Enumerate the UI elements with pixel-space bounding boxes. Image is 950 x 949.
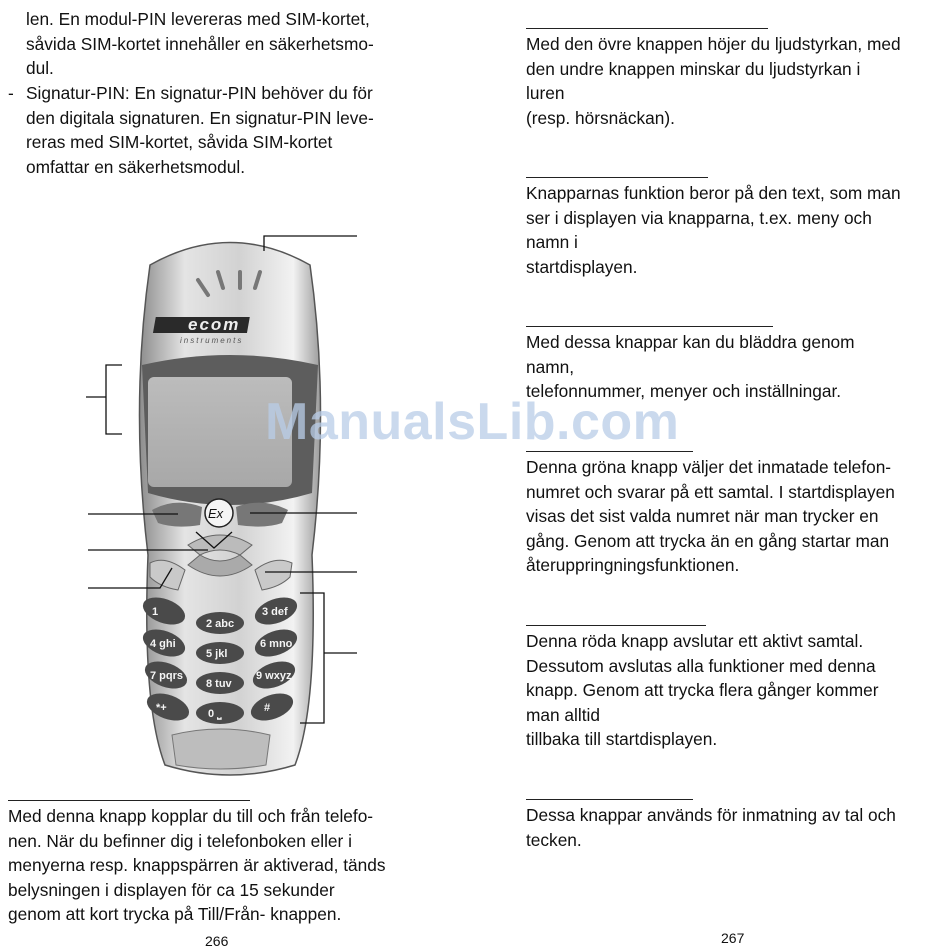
section-rule xyxy=(526,326,773,327)
section-2 xyxy=(526,181,946,279)
key-7: 7 pqrs xyxy=(150,670,184,682)
text-line: Dessutom avslutas alla funktioner med denna xyxy=(526,655,876,676)
bullet-marker: - xyxy=(8,83,14,103)
key-5: 5 jkl xyxy=(206,648,228,660)
key-star: *+ xyxy=(156,702,167,714)
text-line: man alltid xyxy=(526,704,600,725)
text-line: reras med SIM-kortet, såvida SIM-kortet xyxy=(26,132,333,153)
text-line: återuppringningsfunktionen. xyxy=(526,555,740,576)
key-2: 2 abc xyxy=(206,618,235,630)
section-rule xyxy=(526,28,768,29)
text-line: visas det sist valda numret när man trycker en xyxy=(526,506,879,527)
key-4: 4 ghi xyxy=(150,638,176,650)
ex-mark: Ex xyxy=(208,506,224,521)
phone-illustration xyxy=(80,225,380,785)
text-line: namn i xyxy=(526,232,578,253)
text-line: len. En modul-PIN levereras med SIM-kortet, xyxy=(26,9,370,29)
key-hash: # xyxy=(264,702,271,714)
key-6: 6 mno xyxy=(260,638,293,650)
text-line: Med denna knapp kopplar du till och från telefo- xyxy=(8,806,374,826)
caption-rule xyxy=(8,800,250,801)
text-line: ser i displayen via knapparna, t.ex. meny och xyxy=(526,207,872,228)
text-line: tecken. xyxy=(526,829,582,850)
text-line: genom att kort trycka på Till/Från- knappen. xyxy=(8,904,342,925)
section-1 xyxy=(526,32,946,130)
text-line: nen. När du befinner dig i telefonboken eller i xyxy=(8,830,352,851)
text-line: (resp. hörsnäckan). xyxy=(526,107,675,128)
text-line: omfattar en säkerhetsmodul. xyxy=(26,156,246,177)
text-line: Denna röda knapp avslutar ett aktivt samtal. xyxy=(526,631,864,651)
text-line: såvida SIM-kortet innehåller en säkerhetsmo- xyxy=(26,33,374,54)
text-line: knapp. Genom att trycka flera gånger kommer xyxy=(526,680,879,701)
text-line: namn, xyxy=(526,356,575,377)
text-line: Med dessa knappar kan du bläddra genom xyxy=(526,332,855,352)
brand-logo: ecom xyxy=(188,315,241,334)
key-3: 3 def xyxy=(262,606,288,618)
text-line: belysningen i displayen för ca 15 sekunder xyxy=(8,879,335,900)
text-line: menyerna resp. knappspärren är aktiverad, tänds xyxy=(8,855,386,876)
section-4 xyxy=(526,455,946,578)
text-line: luren xyxy=(526,83,565,104)
page-number-left: 266 xyxy=(205,933,229,949)
bullet-paragraph xyxy=(26,81,436,179)
text-line: Knapparnas funktion beror på den text, som man xyxy=(526,183,901,203)
text-line: Signatur-PIN: En signatur-PIN behöver du för xyxy=(26,83,373,103)
key-0: 0 ⎵ xyxy=(208,708,222,720)
text-line: startdisplayen. xyxy=(526,256,638,277)
section-rule xyxy=(526,625,706,626)
intro-paragraph xyxy=(26,7,436,81)
key-8: 8 tuv xyxy=(206,678,232,690)
brand-sub: instruments xyxy=(180,336,244,345)
text-line: Med den övre knappen höjer du ljudstyrkan, med xyxy=(526,34,901,54)
text-line: den digitala signaturen. En signatur-PIN leve- xyxy=(26,107,374,128)
key-9: 9 wxyz xyxy=(256,670,292,682)
caption-paragraph xyxy=(8,804,438,927)
section-rule xyxy=(526,799,693,800)
text-line: gång. Genom att trycka än en gång startar man xyxy=(526,530,890,551)
text-line: telefonnummer, menyer och inställningar. xyxy=(526,381,842,402)
section-5 xyxy=(526,629,946,752)
text-line: Denna gröna knapp väljer det inmatade telefon- xyxy=(526,457,892,477)
text-line: tillbaka till startdisplayen. xyxy=(526,729,718,750)
key-1: 1 xyxy=(152,606,159,618)
section-6 xyxy=(526,803,946,852)
section-rule xyxy=(526,177,708,178)
page-number-right: 267 xyxy=(721,930,745,946)
text-line: den undre knappen minskar du ljudstyrkan i xyxy=(526,58,861,79)
text-line: Dessa knappar används för inmatning av tal och xyxy=(526,805,896,825)
watermark: ManualsLib.com xyxy=(265,393,680,451)
text-line: dul. xyxy=(26,58,54,79)
text-line: numret och svarar på ett samtal. I startdisplayen xyxy=(526,481,895,502)
